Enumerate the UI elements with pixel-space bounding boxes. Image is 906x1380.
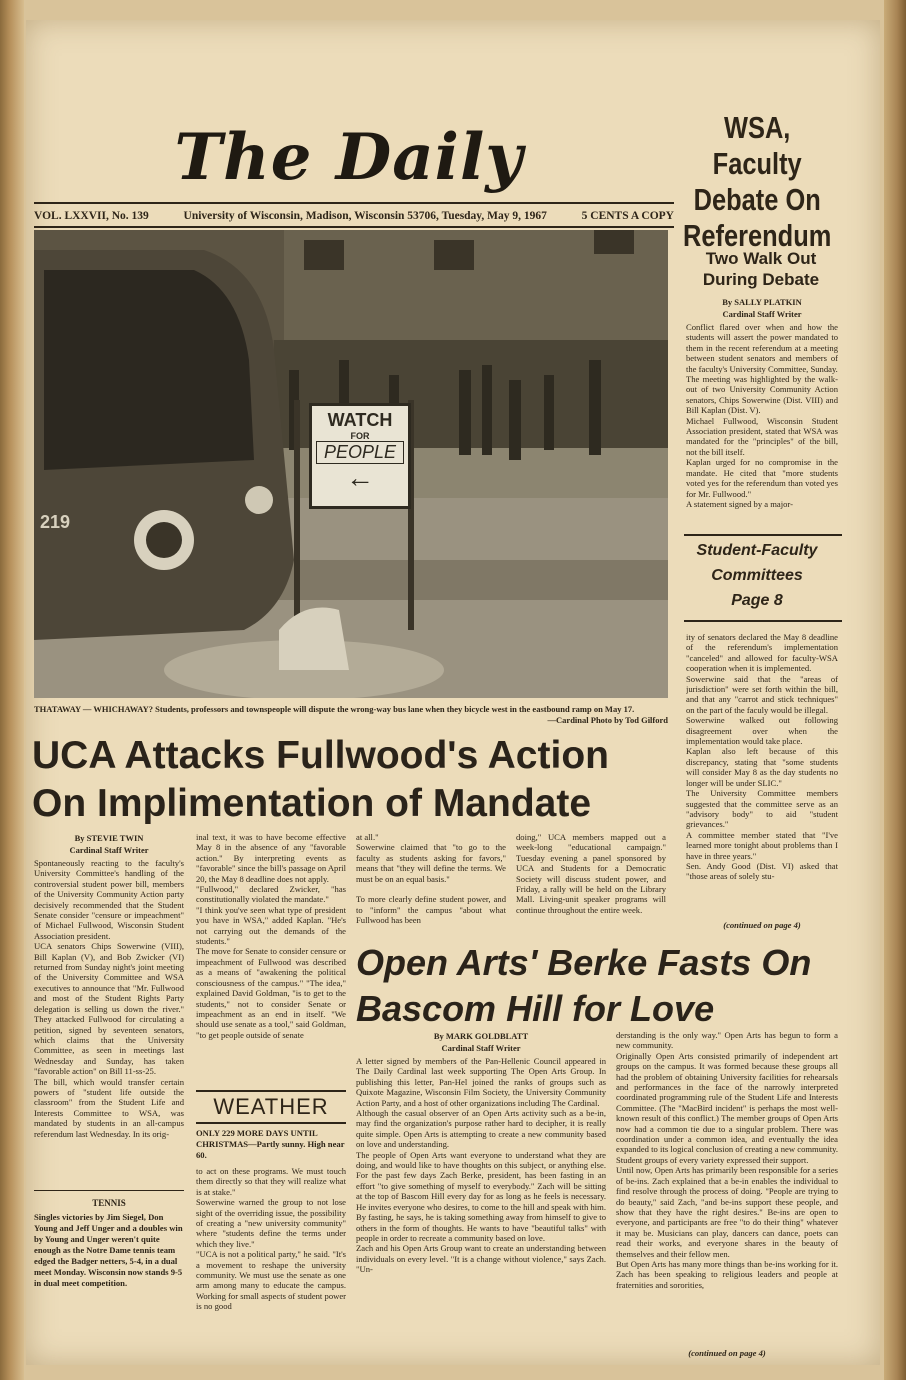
watch-for-people-sign <box>309 403 411 509</box>
weather-text: ONLY 229 MORE DAYS UNTIL CHRISTMAS—Partly sunny. High near 60. <box>196 1128 345 1160</box>
weather-box <box>196 1090 346 1161</box>
promo-box <box>676 538 838 613</box>
page-binding-right <box>884 0 906 1380</box>
wsa-body-bottom: ity of senators declared the May 8 deadline of the referendum's implementation "canceled" and allowed for faculty-WSA cooperation when it is implemented. Sowerwine said that the "areas of jurisdiction" were set forth within the bill, and that any "carrot and stick techniques" on the part of the faculy would be illegal. Sowerwine walked out following disagreement over when the implementation would take place. Kaplan also left because of this discrepancy, stating that "some students will consider May 8 as the day students no longer will be under SLIC." The University Committee members suggested that the committee serve as an "advisory body" to aid "student grievances." A committee member stated that "I've learned more tonight about problems than I have in three years." Sen. Andy Good (Dist. VI) asked that "those areas of solely stu- <box>686 632 838 882</box>
promo-line-2: Committees <box>711 567 803 584</box>
wsa-byline: By SALLY PLATKIN <box>722 297 802 307</box>
tennis-box <box>34 1198 184 1289</box>
weather-title: WEATHER <box>196 1090 346 1124</box>
sign-line-2: FOR <box>350 431 370 441</box>
uca-byline: By STEVIE TWIN <box>74 833 144 843</box>
arts-headline: Open Arts' Berke Fasts On Bascom Hill for Love <box>356 942 812 1029</box>
promo-line-3: Page 8 <box>731 592 783 609</box>
uca-headline: UCA Attacks Fullwood's Action On Implimentation of Mandate <box>32 734 609 825</box>
bus-number: 219 <box>40 512 71 532</box>
wsa-byline-role: Cardinal Staff Writer <box>722 309 802 319</box>
uca-column-1: Spontaneously reacting to the faculty's University Committee's handling of the controversial student power bill, members of the University Community Action party decisively recommended that the Student Senate consider "censure or impeachment" of Michael Fullwood, Wisconsin Student Association president. UCA senators Chips Sowerwine (VIII), Bill Kaplan (V), and Bob Zwicker (VI) returned from Sunday night's joint meeting of the University Committee and WSA executives to announce that "Mr. Fullwood and most of the Student Rights Party delegation is selling us down the river." They attacked Fullwood for circulating a petition, signed by seventeen senators, which claims that the University Committee, as seen in meetings last Wednesday and Sunday, has taken "favorable action" on Bill 11-ss-25. The bill, which would transfer certain powers of "student life outside the classroom" from the Student Life and Interests Committee to WSA, was mandated by students in an all-campus referendum last Wednesday. In its orig- <box>34 858 184 1139</box>
wsa-body-top: Conflict flared over when and how the students will assert the power mandated to them in the recent referendum at a meeting between student senators and members of the faculty's University Committee, Sunday. The meeting was highlighted by the walk-out of two University Community Action senators, Chips Sowerwine (Dist. VIII) and Bill Kaplan (Dist. V). Michael Fullwood, Wisconsin Student Association president, stated that WSA was mandated for the "principles" of the bill, not the bill itself. Kaplan urged for no compromise in the mandate. He cited that "more students voted yes for the referendum than voted yes for Mr. Fullwood." A statement signed by a major- <box>686 322 838 509</box>
price: 5 CENTS A COPY <box>581 210 674 222</box>
wsa-subhead: Two Walk Out During Debate <box>702 249 820 289</box>
uca-column-3: at all." Sowerwine claimed that "to go to the faculty as students asking for favors," means that "they will define the terms. We must be on an equal basis." To more clearly define student power, and to "inform" the campus "about what Fullwood has been <box>356 832 506 926</box>
promo-rule-top <box>684 534 842 536</box>
arts-column-1: A letter signed by members of the Pan-Hellenic Council appeared in The Daily Cardinal last week supporting The Open Arts Group. In publishing this letter, Pan-Hel joined the ranks of groups such as Quixote Magazine, Wisconsin Film Society, the University Community Action Party, and a host of other organizations including The Cardinal. Although the casual observer of an Open Arts activity such as a be-in, may find the organization's purpose rather hard to decipher, it is really quite simple. Open Arts is attempting to create a new community based on love and understanding. The people of Open Arts want everyone to understand what they are doing, and would like to have thoughts on this subject, or anything else. For the past few days Zach Berke, president, has been fasting in an effort "to give something of myself to everybody." Zach will be sitting at the top of Bascom Hill every day for as long as he feels is necessary. He invites everyone who desires, to come to the hill and speak with him. By fasting, he says, he is taking something away from himself to give to others in the form of thoughts. He wants to have "beautiful talks" with people in order to recreate a community based on love. Zach and his Open Arts Group want to create an understanding between individuals on every level. "It is a change without violence," says Zach. "Un- <box>356 1056 606 1275</box>
tennis-title: TENNIS <box>92 1198 126 1208</box>
newspaper-page <box>26 20 880 1365</box>
page-binding-left <box>0 0 24 1380</box>
volume-number: VOL. LXXVII, No. 139 <box>34 210 149 222</box>
promo-line-1: Student-Faculty <box>696 542 818 559</box>
arts-continued: (continued on page 4) <box>688 1348 766 1358</box>
wsa-headline: WSA, Faculty Debate On Referendum <box>683 110 832 253</box>
sign-line-1: WATCH <box>327 410 393 430</box>
tennis-text: Singles victories by Jim Siegel, Don Young and Jeff Unger and a doubles win by Young and Unger weren't quite enough as the Notre Dame tennis team edged the Badger netters, 5-4, in a dual meet Monday. Wisconsin now stands 9-5 in dual meet competition. <box>34 1212 183 1288</box>
uca-byline-block <box>34 832 184 856</box>
arts-byline-role: Cardinal Staff Writer <box>441 1043 521 1053</box>
masthead-title: The Daily <box>174 120 524 195</box>
arts-column-2: derstanding is the only way." Open Arts has begun to form a new community. Originally Open Arts consisted primarily of independent art groups on the campus. It was formed because these groups all had the problem of obtaining University facilities for rehearsals and performances in the face of the narrowly interpreted coordinated programming rule of the Student Life and Interests Committee. (The "MacBird incident" is perhaps the most well-known result of this conflict.) The member groups of Open Arts now had a common tie due to a singular problem. There was coordination under a common idea, and eventually the idea expanded to its logical conclusion of creating a new community. Student groups of every variety expressed their support. Until now, Open Arts has primarily been responsible for a series of be-ins. Zach explained that a be-in enables the individual to find resolve through the process of doing. "People are trying to do beauty," said Zach, "and be-ins support these people, and show that they have the right desires." Be-ins are open to everyone, and participants are free "to do their thing" whatever it may be. Musicians can play, dancers can dance, poets can read their works, and everyone shares in the beauty of themselves and their fellow men. But Open Arts has many more things than be-ins working for it. Zach has been speaking to religious leaders and people at fraternities and sororities, <box>616 1030 838 1290</box>
wsa-byline-block <box>686 296 838 320</box>
uca-column-2: inal text, it was to have become effective May 8 in the absence of any "favorable action." By interpreting events as "favorable" since the bill's passage on April 20, the May 8 deadline does not apply. "Fullwood," declared Zwicker, "has constitutionally violated the mandate." "I think you've seen what type of president you have in WSA," added Kaplan. "He's not carrying out the demands of the students." The move for Senate to consider censure or impeachment of Fullwood was described as a means of "awakening the political consciousness of the campus." "The idea," explained David Goldman, "is to get to the students," not to consider Senate or impeachment as an end in itself. "We should use senate as a tool," said Goldman, "to get people outside of senate <box>196 832 346 1040</box>
sign-line-3: PEOPLE <box>316 441 404 464</box>
wsa-continued: (continued on page 4) <box>723 920 801 930</box>
masthead-rule-top <box>34 202 674 204</box>
photo-caption: THATAWAY — WHICHAWAY? Students, professors and townspeople will dispute the wrong-way bus lane when they bicycle west in the eastbound ramp on May 17. <box>34 704 635 714</box>
tennis-rule <box>34 1190 184 1191</box>
arts-byline-block <box>356 1030 606 1054</box>
front-page-photo <box>34 230 668 698</box>
promo-rule-bottom <box>684 620 842 622</box>
masthead-rule-bottom <box>34 226 674 228</box>
dateline-location: University of Wisconsin, Madison, Wisconsin 53706, Tuesday, May 9, 1967 <box>183 210 547 222</box>
uca-column-2-continued: to act on these programs. We must touch them directly so that they will realize what is at stake." Sowerwine warned the group to not lose sight of the overriding issue, the possibility of creating a "new university community" where "students define the terms under which they live." "UCA is not a political party," he said. "It's a movement to reshape the university community. We must use the senate as one arm among many to educate the campus. Working for small aspects of student power is no good <box>196 1166 346 1312</box>
photo-caption-block <box>34 704 668 726</box>
uca-byline-role: Cardinal Staff Writer <box>69 845 149 855</box>
dateline <box>34 206 674 226</box>
photo-credit: —Cardinal Photo by Tod Gilford <box>547 715 668 725</box>
arts-byline: By MARK GOLDBLATT <box>433 1031 529 1041</box>
left-arrow-icon: ← <box>346 462 374 493</box>
uca-column-4: doing," UCA members mapped out a week-long "educational campaign." Tuesday evening a panel sponsored by UCA and Students for a Democratic Society will discuss student power, and Friday, a rally will be held on the Library Mall. Living-unit speaker programs will continue throughout the entire week. <box>516 832 666 915</box>
